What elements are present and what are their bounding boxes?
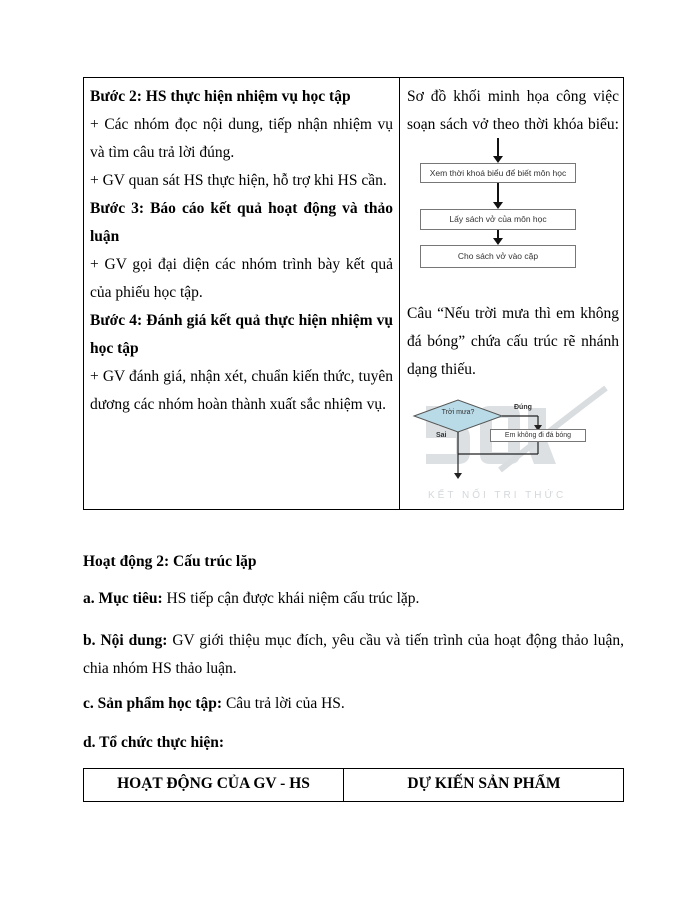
content-paragraph: [83, 627, 624, 683]
step2-line1: + Các nhóm đọc nội dung, tiếp nhận nhiệm vụ: [90, 116, 393, 133]
branch-caption-line3: dạng thiếu.: [407, 361, 476, 378]
content-line1: [83, 627, 624, 655]
flow-box-pack-bag: Cho sách vở vào cặp: [420, 245, 576, 268]
objective-text: HS tiếp cận được khái niệm cấu trúc lặp.: [162, 590, 420, 607]
decision-label: Trời mưa?: [441, 409, 475, 416]
step4-line1: + GV đánh giá, nhận xét, chuẩn kiến thức, tuyên: [90, 368, 393, 385]
branch-caption-line1: Câu “Nếu trời mưa thì em không: [407, 305, 619, 322]
action-box: Em không đi đá bóng: [490, 429, 586, 442]
watermark-logo: [406, 378, 620, 506]
flowchart1-caption-line1: Sơ đồ khối minh họa công việc: [407, 88, 619, 105]
step4-line2: dương các nhóm hoàn thành xuất sắc nhiệm vụ.: [90, 396, 386, 413]
no-label: Sai: [436, 432, 447, 439]
content-text: GV giới thiệu mục đích, yêu cầu và tiến trình của hoạt động thảo luận,: [167, 632, 624, 649]
branch-caption-line2: đá bóng” chứa cấu trúc rẽ nhánh: [407, 333, 619, 350]
product-text: Câu trả lời của HS.: [222, 695, 345, 712]
step4-title: Bước 4: Đánh giá kết quả thực hiện nhiệm vụ: [90, 312, 393, 329]
flowchart1-caption-line2: soạn sách vở theo thời khóa biểu:: [407, 116, 619, 133]
expected-products: [407, 83, 619, 139]
branch-flowchart: [406, 378, 620, 506]
flow-box-check-timetable: Xem thời khoá biểu để biết môn học: [420, 163, 576, 183]
step3-title-cont: luận: [90, 228, 120, 245]
teacher-student-activities: [90, 83, 393, 419]
content-label: b. Nội dung:: [83, 632, 168, 649]
step4-title-cont: học tập: [90, 340, 139, 357]
activity-table: [83, 77, 624, 510]
flow-box-get-books: Lấy sách vở của môn học: [420, 209, 576, 230]
watermark-text: KẾT NỐI TRI THỨC: [428, 490, 567, 501]
objective-paragraph: [83, 589, 624, 609]
step2-line2: và tìm câu trả lời đúng.: [90, 144, 235, 161]
product-label: c. Sản phẩm học tập:: [83, 695, 223, 712]
yes-label: Đúng: [514, 404, 532, 411]
organization-heading: d. Tổ chức thực hiện:: [83, 734, 225, 751]
step2-line3: + GV quan sát HS thực hiện, hỗ trợ khi HS cần.: [90, 172, 387, 189]
step3-title: Bước 3: Báo cáo kết quả hoạt động và thảo: [90, 200, 393, 217]
step3-line1: + GV gọi đại diện các nhóm trình bày kết quả: [90, 256, 393, 273]
activity-header-table: [83, 768, 624, 802]
step3-line2: của phiếu học tập.: [90, 284, 203, 301]
product-paragraph: [83, 694, 624, 714]
objective-label: a. Mục tiêu:: [83, 590, 163, 607]
section-heading: Hoạt động 2: Cấu trúc lặp: [83, 553, 257, 570]
sequence-flowchart: [412, 138, 622, 278]
header-col-activities: HOẠT ĐỘNG CỦA GV - HS: [117, 775, 310, 792]
content-line2: chia nhóm HS thảo luận.: [83, 660, 237, 677]
table-divider: [399, 78, 400, 509]
branch-caption: [407, 300, 619, 384]
step2-title: Bước 2: HS thực hiện nhiệm vụ học tập: [90, 88, 351, 105]
header-col-products: DỰ KIẾN SẢN PHẨM: [407, 775, 561, 792]
